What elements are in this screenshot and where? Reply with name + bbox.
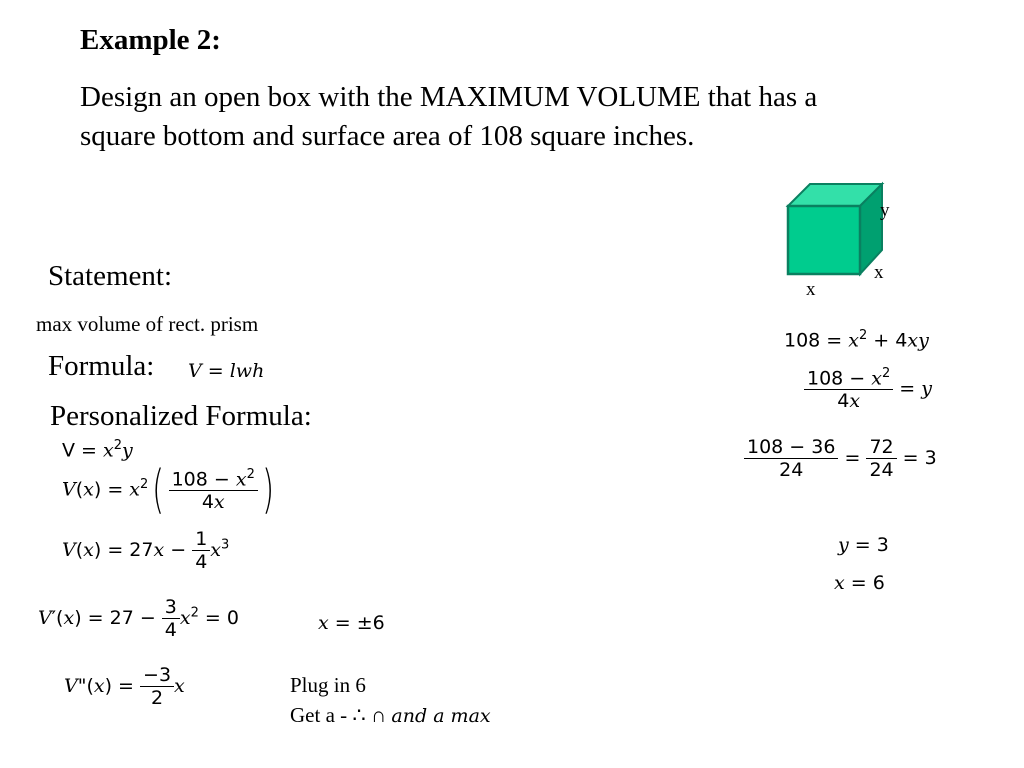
concavity-note-prefix: Get a - ∴ ∩: [290, 703, 392, 727]
box-label-y: y: [880, 200, 890, 221]
x-result: x = 6: [834, 572, 885, 594]
concavity-note-suffix: and a max: [391, 705, 491, 727]
y-evaluation: $\frac{108 - 36}{24}$ = $\frac{72}{24}$ = 3: [744, 436, 937, 481]
formula-expression: V = lwh: [188, 360, 265, 382]
volume-x2y: $V = x^2y$: [62, 438, 133, 462]
second-derivative: V"(x) = $\frac{-3}{2}$ x: [64, 664, 185, 709]
problem-line-2: square bottom and surface area of 108 square inches.: [80, 120, 695, 152]
statement-label: Statement:: [48, 260, 173, 292]
volume-simplified: V(x) = 27x − $\frac{1}{4}$ $x^3$: [62, 528, 230, 573]
surface-area-equation: $108 = x^2 + 4xy$: [784, 328, 929, 352]
y-result: y = 3: [838, 534, 889, 556]
box-label-x-depth: x: [874, 262, 884, 283]
problem-line-1: Design an open box with the MAXIMUM VOLUME that has a: [80, 81, 818, 113]
concavity-note: [290, 700, 491, 731]
box-front-face: [788, 206, 860, 274]
critical-points: x = ±6: [318, 612, 385, 634]
personalized-formula-label: Personalized Formula:: [50, 400, 312, 432]
volume-substituted: $V(x) = x^2$( $\frac{108 - x^2}{4x}$ ): [62, 460, 275, 520]
plug-in-note: Plug in 6: [290, 673, 366, 697]
statement-text: max volume of rect. prism: [36, 312, 259, 336]
first-derivative: V′(x) = 27 − $\frac{3}{4}$ $x^2 = 0$: [38, 596, 239, 641]
formula-label: Formula:: [48, 350, 155, 382]
box-diagram: [780, 178, 910, 303]
box-label-x-width: x: [806, 279, 816, 300]
solve-for-y: $\frac{108 - x^2}{4x}$ = y: [804, 366, 932, 412]
example-heading: Example 2:: [80, 24, 221, 56]
